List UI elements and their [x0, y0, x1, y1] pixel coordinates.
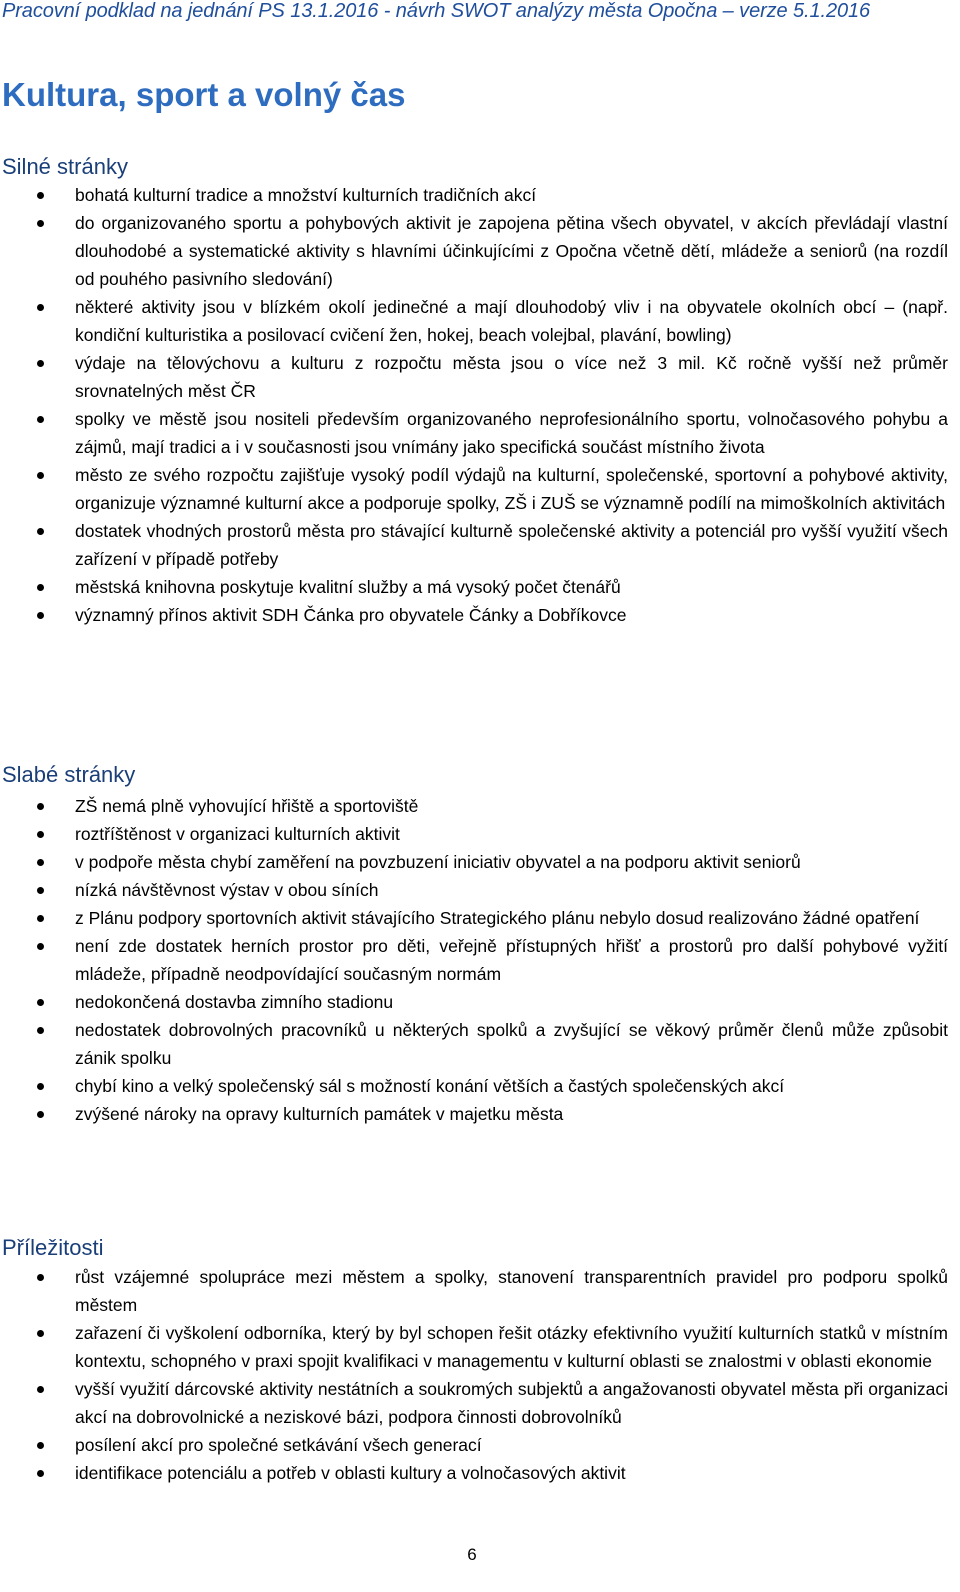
- list-item: nedokončená dostavba zimního stadionu: [0, 988, 960, 1016]
- list-item: zařazení či vyškolení odborníka, který by byl schopen řešit otázky efektivního využití kulturních statků v místním kontextu, schopného v praxi spojit kvalifikaci v managementu v kulturní oblasti se znalostmi v oblasti ekonomie: [0, 1319, 960, 1375]
- list-item: růst vzájemné spolupráce mezi městem a spolky, stanovení transparentních pravidel pro podporu spolků městem: [0, 1263, 960, 1319]
- list-item: identifikace potenciálu a potřeb v oblasti kultury a volnočasových aktivit: [0, 1459, 960, 1487]
- strengths-list: [0, 181, 960, 629]
- section-opportunities: [0, 1233, 960, 1487]
- list-item: dostatek vhodných prostorů města pro stávající kulturně společenské aktivity a potenciál pro vyšší využití všech zařízení v případě potřeby: [0, 517, 960, 573]
- list-item: bohatá kulturní tradice a množství kulturních tradičních akcí: [0, 181, 960, 209]
- section-heading-weaknesses: Slabé stránky: [2, 762, 136, 787]
- section-heading-strengths: Silné stránky: [2, 154, 128, 179]
- list-item: posílení akcí pro společné setkávání všech generací: [0, 1431, 960, 1459]
- list-item: z Plánu podpory sportovních aktivit stávajícího Strategického plánu nebylo dosud realizováno žádné opatření: [0, 904, 960, 932]
- list-item: nedostatek dobrovolných pracovníků u některých spolků a zvyšující se věkový průměr členů může způsobit zánik spolku: [0, 1016, 960, 1072]
- list-item: zvýšené nároky na opravy kulturních památek v majetku města: [0, 1100, 960, 1128]
- list-item: výdaje na tělovýchovu a kulturu z rozpočtu města jsou o více než 3 mil. Kč ročně vyšší než průměr srovnatelných měst ČR: [0, 349, 960, 405]
- list-item: v podpoře města chybí zaměření na povzbuzení iniciativ obyvatel a na podporu aktivit seniorů: [0, 848, 960, 876]
- list-item: nízká návštěvnost výstav v obou síních: [0, 876, 960, 904]
- list-item: ZŠ nemá plně vyhovující hřiště a sportoviště: [0, 792, 960, 820]
- section-weaknesses: [0, 760, 960, 1128]
- section-heading-opportunities: Příležitosti: [2, 1235, 104, 1260]
- opportunities-list: [0, 1263, 960, 1487]
- weaknesses-list: [0, 792, 960, 1128]
- list-item: není zde dostatek herních prostor pro děti, veřejně přístupných hřišť a prostorů pro další pohybové vyžití mládeže, případně neodpovídající současným normám: [0, 932, 960, 988]
- section-strengths: [0, 153, 960, 629]
- list-item: městská knihovna poskytuje kvalitní služby a má vysoký počet čtenářů: [0, 573, 960, 601]
- list-item: chybí kino a velký společenský sál s možností konání větších a častých společenských akcí: [0, 1072, 960, 1100]
- page-number: 6: [467, 1545, 477, 1564]
- page-header: Pracovní podklad na jednání PS 13.1.2016 - návrh SWOT analýzy města Opočna – verze 5.1.2016: [2, 0, 871, 22]
- list-item: vyšší využití dárcovské aktivity nestátních a soukromých subjektů a angažovanosti obyvatel města při organizaci akcí na dobrovolnické a neziskové bázi, podpora činnosti dobrovolníků: [0, 1375, 960, 1431]
- list-item: některé aktivity jsou v blízkém okolí jedinečné a mají dlouhodobý vliv i na obyvatele okolních obcí – (např. kondiční kulturistika a posilovací cvičení žen, hokej, beach volejbal, plavání, bowling): [0, 293, 960, 349]
- page-title: Kultura, sport a volný čas: [2, 76, 406, 113]
- list-item: město ze svého rozpočtu zajišťuje vysoký podíl výdajů na kulturní, společenské, sportovní a pohybové aktivity, organizuje významné kulturní akce a podporuje spolky, ZŠ i ZUŠ se významně podílí na mimoškolních aktivitách: [0, 461, 960, 517]
- list-item: do organizovaného sportu a pohybových aktivit je zapojena pětina všech obyvatel, v akcích převládají vlastní dlouhodobé a systematické aktivity s hlavními účinkujícími z Opočna včetně dětí, mládeže a seniorů (na rozdíl od pouhého pasivního sledování): [0, 209, 960, 293]
- list-item: spolky ve městě jsou nositeli především organizovaného neprofesionálního sportu, volnočasového pohybu a zájmů, mají tradici a i v současnosti jsou vnímány jako specifická součást místního života: [0, 405, 960, 461]
- list-item: roztříštěnost v organizaci kulturních aktivit: [0, 820, 960, 848]
- list-item: významný přínos aktivit SDH Čánka pro obyvatele Čánky a Dobříkovce: [0, 601, 960, 629]
